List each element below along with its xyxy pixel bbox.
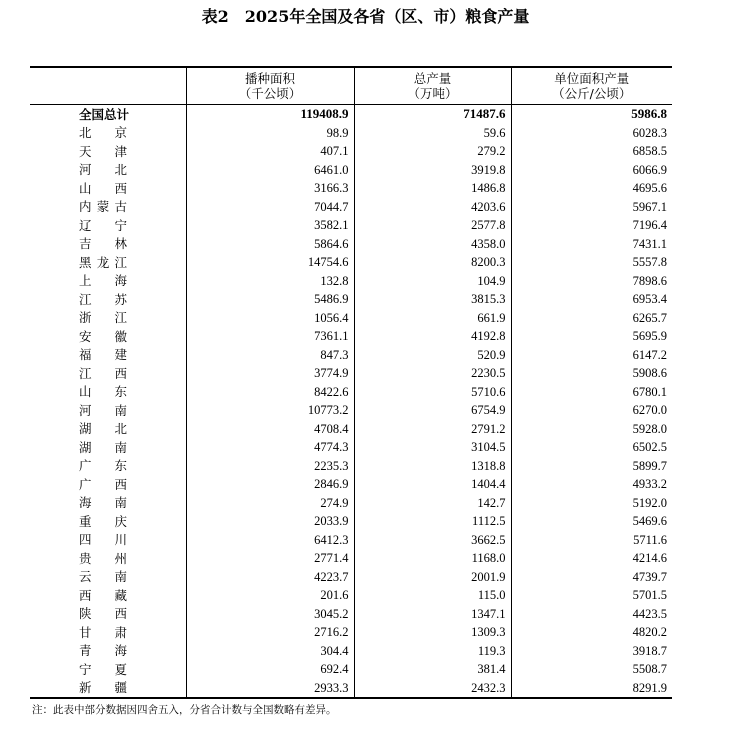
header-unit: （千公顷） — [238, 86, 302, 101]
sown-area-cell: 98.9 — [186, 124, 354, 143]
total-output-cell: 1112.5 — [354, 512, 511, 531]
table-row — [30, 309, 672, 328]
region-name: 内蒙古 — [79, 199, 127, 214]
header-label: 播种面积 — [244, 71, 295, 86]
region-cell — [30, 623, 186, 642]
sown-area-cell: 4708.4 — [186, 420, 354, 439]
table-row — [30, 290, 672, 309]
region-name: 四川 — [79, 532, 127, 547]
region-cell — [30, 290, 186, 309]
table-row — [30, 586, 672, 605]
region-name: 北京 — [79, 125, 127, 140]
yield-cell: 6953.4 — [632, 292, 667, 307]
sown-area-cell: 2235.3 — [186, 457, 354, 476]
table-row — [30, 235, 672, 254]
total-output-cell: 8200.3 — [354, 253, 511, 272]
region-name: 安徽 — [79, 328, 127, 344]
sown-area-cell: 407.1 — [186, 142, 354, 161]
sown-area-cell: 132.8 — [186, 272, 354, 291]
total-output-cell: 2001.9 — [354, 568, 511, 587]
total-output-cell: 59.6 — [354, 124, 511, 143]
region-name: 河南 — [79, 402, 127, 418]
region-cell — [30, 383, 186, 402]
yield-cell: 5469.6 — [632, 514, 667, 529]
yield-cell: 8291.9 — [632, 680, 667, 695]
sown-area-cell: 2716.2 — [186, 623, 354, 642]
yield-cell: 6780.1 — [632, 384, 667, 399]
sown-area-cell: 7044.7 — [186, 198, 354, 217]
region-name: 全国总计 — [79, 106, 130, 122]
region-name: 西藏 — [79, 587, 127, 603]
header-yield-per-area — [511, 67, 672, 105]
total-output-cell: 142.7 — [354, 494, 511, 513]
total-output-cell: 119.3 — [354, 642, 511, 661]
sown-area-cell: 2846.9 — [186, 475, 354, 494]
region-name: 福建 — [79, 347, 127, 362]
region-name: 江苏 — [79, 291, 127, 307]
total-output-cell: 381.4 — [354, 660, 511, 679]
sown-area-cell: 692.4 — [186, 660, 354, 679]
region-cell — [30, 161, 186, 180]
yield-cell: 4739.7 — [632, 569, 667, 584]
total-output-cell: 5710.6 — [354, 383, 511, 402]
yield-cell: 5701.5 — [632, 588, 667, 603]
sown-area-cell: 3582.1 — [186, 216, 354, 235]
yield-cell: 6028.3 — [632, 125, 667, 140]
table-row — [30, 438, 672, 457]
total-output-cell: 279.2 — [354, 142, 511, 161]
sown-area-cell: 847.3 — [186, 346, 354, 365]
region-name: 宁夏 — [79, 661, 127, 677]
region-name: 海南 — [79, 495, 127, 510]
yield-cell: 4820.2 — [632, 625, 667, 640]
sown-area-cell: 14754.6 — [186, 253, 354, 272]
total-output-cell: 1168.0 — [354, 549, 511, 568]
region-name: 浙江 — [79, 310, 127, 325]
total-output-cell: 1318.8 — [354, 457, 511, 476]
region-cell — [30, 235, 186, 254]
region-cell — [30, 309, 186, 328]
table-row — [30, 179, 672, 198]
yield-cell: 4933.2 — [632, 477, 667, 492]
sown-area-cell: 8422.6 — [186, 383, 354, 402]
table-row — [30, 346, 672, 365]
region-cell — [30, 549, 186, 568]
yield-cell: 7196.4 — [632, 218, 667, 233]
sown-area-cell: 304.4 — [186, 642, 354, 661]
header-unit: （万吨） — [407, 86, 458, 101]
sown-area-cell: 1056.4 — [186, 309, 354, 328]
region-name: 陕西 — [79, 606, 127, 621]
total-output-cell: 1486.8 — [354, 179, 511, 198]
region-name: 辽宁 — [79, 217, 127, 233]
yield-cell: 4214.6 — [632, 551, 667, 566]
yield-cell: 5711.6 — [633, 532, 667, 547]
sown-area-cell: 5864.6 — [186, 235, 354, 254]
header-total-output — [354, 67, 511, 105]
region-cell — [30, 679, 186, 699]
total-output-cell: 2432.3 — [354, 679, 511, 699]
region-cell — [30, 198, 186, 217]
yield-cell: 5967.1 — [632, 199, 667, 214]
yield-cell: 5928.0 — [632, 421, 667, 436]
table-row — [30, 253, 672, 272]
total-output-cell: 3662.5 — [354, 531, 511, 550]
table-row — [30, 605, 672, 624]
table-row — [30, 383, 672, 402]
region-cell — [30, 401, 186, 420]
region-cell — [30, 179, 186, 198]
table-row — [30, 568, 672, 587]
table-row — [30, 327, 672, 346]
region-name: 天津 — [79, 143, 127, 159]
yield-cell: 5557.8 — [632, 255, 667, 270]
region-cell — [30, 216, 186, 235]
region-cell — [30, 586, 186, 605]
region-name: 贵州 — [79, 550, 127, 566]
region-name: 新疆 — [79, 680, 127, 695]
table-row — [30, 679, 672, 699]
yield-cell: 4695.6 — [632, 181, 667, 196]
region-cell — [30, 568, 186, 587]
total-output-cell: 6754.9 — [354, 401, 511, 420]
region-cell — [30, 327, 186, 346]
region-cell — [30, 420, 186, 439]
region-name: 河北 — [79, 162, 127, 177]
yield-cell: 6147.2 — [632, 347, 667, 362]
region-name: 山西 — [79, 180, 127, 196]
table-row — [30, 512, 672, 531]
table-row — [30, 457, 672, 476]
yield-cell: 5508.7 — [632, 662, 667, 677]
sown-area-cell: 119408.9 — [186, 105, 354, 124]
table-row — [30, 216, 672, 235]
region-cell — [30, 531, 186, 550]
region-name: 湖北 — [79, 421, 127, 436]
header-sown-area — [186, 67, 354, 105]
grain-output-table — [30, 66, 672, 699]
total-output-cell: 1309.3 — [354, 623, 511, 642]
table-row — [30, 623, 672, 642]
total-output-cell: 520.9 — [354, 346, 511, 365]
region-name: 山东 — [79, 384, 127, 399]
sown-area-cell: 274.9 — [186, 494, 354, 513]
table-title: 表2 2025年全国及各省（区、市）粮食产量 — [201, 7, 530, 26]
region-cell — [30, 105, 186, 124]
table-row — [30, 642, 672, 661]
header-unit: （公斤/公顷） — [552, 86, 632, 101]
yield-cell: 5192.0 — [632, 495, 667, 510]
table-container — [30, 66, 672, 717]
sown-area-cell: 3166.3 — [186, 179, 354, 198]
sown-area-cell: 7361.1 — [186, 327, 354, 346]
region-cell — [30, 253, 186, 272]
region-cell — [30, 438, 186, 457]
region-cell — [30, 605, 186, 624]
total-output-cell: 3919.8 — [354, 161, 511, 180]
total-output-cell: 1347.1 — [354, 605, 511, 624]
total-output-cell: 661.9 — [354, 309, 511, 328]
yield-cell: 3918.7 — [632, 643, 667, 658]
total-output-cell: 2230.5 — [354, 364, 511, 383]
header-label: 单位面积产量 — [554, 71, 630, 86]
yield-cell: 6858.5 — [632, 144, 667, 159]
sown-area-cell: 2033.9 — [186, 512, 354, 531]
region-cell — [30, 642, 186, 661]
region-name: 云南 — [79, 569, 127, 584]
yield-cell: 4423.5 — [632, 606, 667, 621]
yield-cell: 5899.7 — [632, 458, 667, 473]
yield-cell: 6502.5 — [632, 440, 667, 455]
region-name: 青海 — [79, 643, 127, 658]
region-name: 重庆 — [79, 513, 127, 529]
table-row — [30, 531, 672, 550]
total-output-cell: 2577.8 — [354, 216, 511, 235]
region-cell — [30, 272, 186, 291]
total-output-cell: 104.9 — [354, 272, 511, 291]
total-output-cell: 4203.6 — [354, 198, 511, 217]
table-note: 注：此表中部分数据因四舍五入，分省合计数与全国数略有差异。 — [32, 704, 337, 716]
table-row — [30, 198, 672, 217]
sown-area-cell: 201.6 — [186, 586, 354, 605]
region-cell — [30, 364, 186, 383]
table-header-row — [30, 67, 672, 105]
table-row — [30, 364, 672, 383]
region-name: 甘肃 — [79, 624, 127, 640]
sown-area-cell: 5486.9 — [186, 290, 354, 309]
table-row-total — [30, 105, 672, 124]
sown-area-cell: 2933.3 — [186, 679, 354, 699]
yield-cell: 6066.9 — [632, 162, 667, 177]
table-row — [30, 475, 672, 494]
sown-area-cell: 2771.4 — [186, 549, 354, 568]
yield-cell: 6265.7 — [632, 310, 667, 325]
total-output-cell: 71487.6 — [354, 105, 511, 124]
region-cell — [30, 475, 186, 494]
sown-area-cell: 10773.2 — [186, 401, 354, 420]
total-output-cell: 3815.3 — [354, 290, 511, 309]
yield-cell: 6270.0 — [632, 403, 667, 418]
total-output-cell: 2791.2 — [354, 420, 511, 439]
sown-area-cell: 4223.7 — [186, 568, 354, 587]
region-cell — [30, 494, 186, 513]
yield-cell: 7898.6 — [632, 273, 667, 288]
table-row — [30, 142, 672, 161]
region-cell — [30, 346, 186, 365]
region-cell — [30, 512, 186, 531]
sown-area-cell: 3045.2 — [186, 605, 354, 624]
region-name: 江西 — [79, 365, 127, 381]
region-cell — [30, 457, 186, 476]
region-name: 广东 — [79, 458, 127, 473]
header-label: 总产量 — [413, 71, 452, 86]
region-cell — [30, 124, 186, 143]
region-name: 黑龙江 — [79, 254, 127, 270]
sown-area-cell: 3774.9 — [186, 364, 354, 383]
yield-cell: 5695.9 — [632, 329, 667, 344]
table-row — [30, 161, 672, 180]
region-name: 吉林 — [79, 236, 127, 251]
header-region — [30, 67, 186, 105]
table-row — [30, 124, 672, 143]
table-row — [30, 420, 672, 439]
region-name: 广西 — [79, 476, 127, 492]
table-row — [30, 549, 672, 568]
total-output-cell: 4358.0 — [354, 235, 511, 254]
sown-area-cell: 4774.3 — [186, 438, 354, 457]
region-cell — [30, 660, 186, 679]
region-name: 上海 — [79, 273, 127, 288]
total-output-cell: 115.0 — [354, 586, 511, 605]
yield-cell: 7431.1 — [632, 236, 667, 251]
total-output-cell: 4192.8 — [354, 327, 511, 346]
table-row — [30, 660, 672, 679]
table-row — [30, 272, 672, 291]
sown-area-cell: 6412.3 — [186, 531, 354, 550]
total-output-cell: 3104.5 — [354, 438, 511, 457]
yield-cell: 5986.8 — [631, 106, 667, 122]
table-row — [30, 494, 672, 513]
total-output-cell: 1404.4 — [354, 475, 511, 494]
sown-area-cell: 6461.0 — [186, 161, 354, 180]
region-name: 湖南 — [79, 439, 127, 455]
table-row — [30, 401, 672, 420]
region-cell — [30, 142, 186, 161]
yield-cell: 5908.6 — [632, 366, 667, 381]
